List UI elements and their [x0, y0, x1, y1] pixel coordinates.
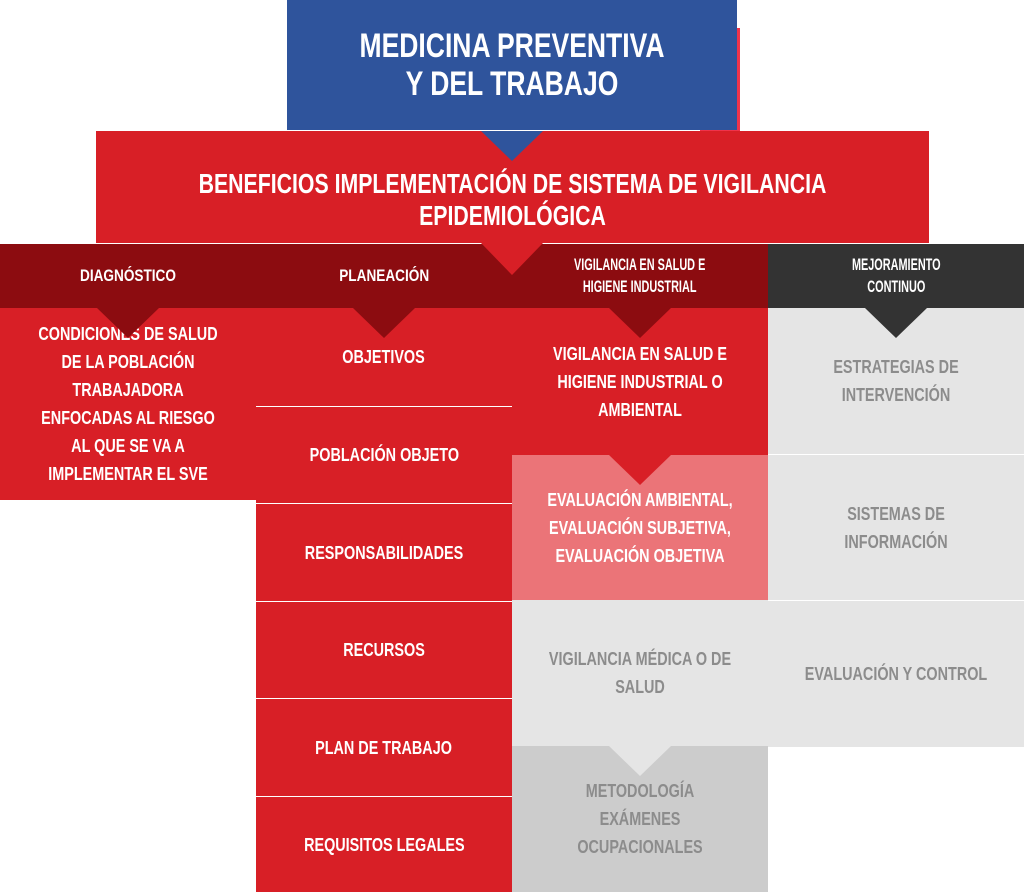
planeacion-item-label: REQUISITOS LEGALES: [303, 834, 465, 855]
planeacion-recursos: [256, 602, 512, 699]
vigilancia-medica-cell: [512, 600, 768, 746]
header-mejoramiento: [768, 244, 1024, 308]
header-planeacion: [256, 244, 512, 308]
header-vigilancia-line-1: VIGILANCIA EN SALUD E: [574, 255, 706, 274]
title-pointer: [481, 131, 543, 161]
banner-title: BENEFICIOS IMPLEMENTACIÓN DE SISTEMA DE VIGILANCIA EPIDEMIOLÓGICA: [198, 168, 827, 231]
header-diagnostico: [0, 244, 256, 308]
header-vigilancia: [512, 244, 768, 308]
planeacion-requisitos-legales: [256, 797, 512, 892]
planeacion-item-label: OBJETIVOS: [342, 347, 426, 367]
vigilancia-item-label: METODOLOGÍA EXÁMENES OCUPACIONALES: [577, 781, 703, 857]
mejoramiento-item-label: SISTEMAS DE INFORMACIÓN: [844, 503, 948, 552]
planeacion-item-label: RECURSOS: [343, 640, 425, 660]
planeacion-pointer: [353, 308, 415, 338]
mejoramiento-sistemas-cell: [768, 455, 1024, 601]
vigilancia-item-label: VIGILANCIA EN SALUD E HIGIENE INDUSTRIAL O AMBIENTAL: [553, 343, 727, 420]
page-title: [337, 10, 688, 120]
vigilancia-pointer: [609, 308, 671, 338]
header-mejoramiento-line-1: MEJORAMIENTO: [851, 255, 941, 274]
mejoramiento-evaluacion-cell: [768, 601, 1024, 747]
mejoramiento-item-label: EVALUACIÓN Y CONTROL: [804, 664, 988, 684]
vigilancia-item-label: VIGILANCIA MÉDICA O DE SALUD: [548, 649, 732, 697]
planeacion-poblacion-objeto: [256, 407, 512, 504]
planeacion-item-label: POBLACIÓN OBJETO: [309, 445, 459, 465]
diagnostico-text: CONDICIONES DE SALUD DE LA POBLACIÓN TRABAJADORA ENFOCADAS AL RIESGO AL QUE SE VA A IMPLEMENTAR EL SVE: [38, 324, 218, 484]
planeacion-plan-de-trabajo: [256, 699, 512, 797]
vigilancia-item-label: EVALUACIÓN AMBIENTAL, EVALUACIÓN SUBJETIVA, EVALUACIÓN OBJETIVA: [547, 489, 733, 566]
mejoramiento-pointer: [865, 308, 927, 338]
header-planeacion-label: PLANEACIÓN: [339, 266, 429, 285]
mejoramiento-item-label: ESTRATEGIAS DE INTERVENCIÓN: [833, 357, 959, 405]
planeacion-item-label: RESPONSABILIDADES: [304, 542, 464, 563]
vigilancia-higiene-pointer: [609, 455, 671, 485]
header-mejoramiento-line-2: CONTINUO: [866, 277, 926, 296]
header-diagnostico-label: DIAGNÓSTICO: [80, 266, 176, 285]
diagnostico-pointer: [97, 308, 159, 338]
header-vigilancia-line-2: HIGIENE INDUSTRIAL: [583, 277, 697, 296]
planeacion-responsabilidades: [256, 504, 512, 602]
banner-pointer: [481, 243, 543, 275]
title-line-1: MEDICINA PREVENTIVA: [359, 27, 665, 65]
vigilancia-medica-pointer: [609, 746, 671, 776]
planeacion-item-label: PLAN DE TRABAJO: [315, 737, 453, 758]
title-line-2: Y DEL TRABAJO: [405, 65, 619, 103]
